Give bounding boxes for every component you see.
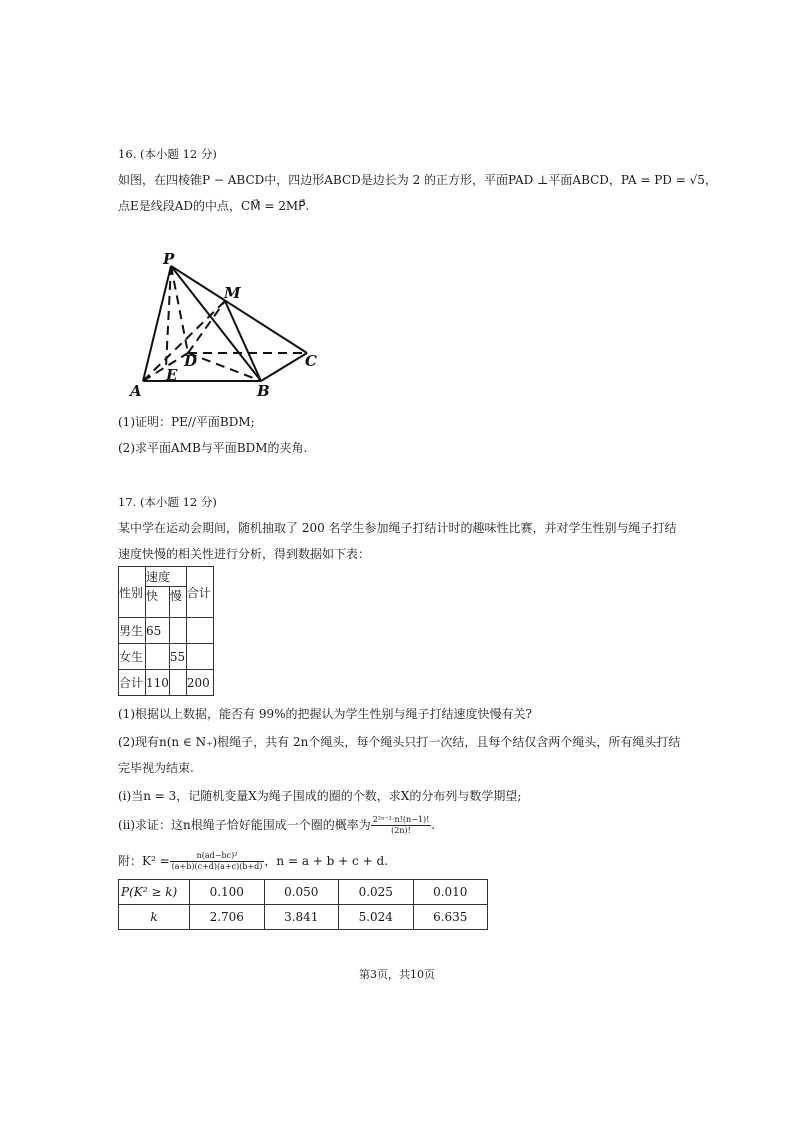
label-P: P bbox=[163, 250, 175, 268]
k-critical-values-table bbox=[118, 879, 488, 930]
cell-total bbox=[186, 644, 213, 670]
q17-appendix bbox=[118, 846, 388, 876]
q17-part1: (1)根据以上数据，能否有 99%的把握认为学生性别与绳子打结速度快慢有关? bbox=[118, 707, 532, 721]
cell-total bbox=[186, 618, 213, 644]
q17-part2-line1: (2)现有n(n ∈ N₊)根绳子，共有 2n个绳头，每个绳头只打一次结，且每个结仅含两个绳头，所有绳头打结 bbox=[118, 735, 681, 749]
pyramid-figure bbox=[118, 246, 338, 406]
q17-header: 17. (本小题 12 分) bbox=[118, 495, 217, 509]
row-label: 女生 bbox=[119, 644, 146, 670]
q16-text-line2: 点E是线段AD的中点，CM⃗ = 2MP⃗. bbox=[118, 199, 310, 213]
ktable-p-value: 0.010 bbox=[413, 880, 488, 905]
header-gender: 性别 bbox=[119, 567, 146, 618]
table-row bbox=[119, 618, 214, 644]
q16-header: 16. (本小题 12 分) bbox=[118, 147, 217, 161]
page-footer: 第3页，共10页 bbox=[359, 968, 435, 981]
table-row bbox=[119, 905, 488, 930]
label-D: D bbox=[184, 352, 198, 370]
q16-text-line1: 如图，在四棱锥P − ABCD中，四边形ABCD是边长为 2 的正方形，平面PAD ⊥平面ABCD，PA = PD = √5， bbox=[118, 173, 717, 187]
q17-sub-i: (i)当n = 3，记随机变量X为绳子围成的圈的个数，求X的分布列与数学期望; bbox=[118, 789, 522, 803]
cell-slow bbox=[169, 670, 186, 696]
label-A: A bbox=[130, 382, 142, 400]
edge-BC bbox=[261, 353, 307, 381]
k2-numerator: n(ad−bc)² bbox=[170, 851, 265, 862]
table-row bbox=[119, 644, 214, 670]
appendix-prefix: 附：K² = bbox=[118, 854, 170, 868]
q16-part1: (1)证明：PE//平面BDM; bbox=[118, 415, 255, 429]
header-slow: 慢 bbox=[169, 587, 186, 618]
q16-part2: (2)求平面AMB与平面BDM的夹角. bbox=[118, 441, 308, 455]
gender-speed-table bbox=[118, 566, 214, 696]
cell-fast: 110 bbox=[146, 670, 170, 696]
row-label: 男生 bbox=[119, 618, 146, 644]
k2-denominator: (a+b)(c+d)(a+c)(b+d) bbox=[171, 862, 263, 871]
k2-fraction bbox=[170, 851, 265, 872]
table-row bbox=[119, 670, 214, 696]
ktable-k-value: 3.841 bbox=[264, 905, 339, 930]
header-speed: 速度 bbox=[146, 567, 187, 587]
cell-fast: 65 bbox=[146, 618, 170, 644]
ktable-row1-label: P(K² ≥ k) bbox=[119, 880, 190, 905]
label-C: C bbox=[305, 352, 317, 370]
probability-fraction bbox=[371, 815, 432, 836]
cell-total: 200 bbox=[186, 670, 213, 696]
q17-part2-line2: 完毕视为结束. bbox=[118, 761, 194, 775]
sub-ii-suffix: . bbox=[431, 818, 436, 832]
ktable-k-value: 6.635 bbox=[413, 905, 488, 930]
appendix-suffix: ，n = a + b + c + d. bbox=[264, 854, 388, 868]
probability-numerator: 2²ⁿ⁻¹·n!(n−1)! bbox=[372, 815, 430, 824]
ktable-p-value: 0.025 bbox=[339, 880, 414, 905]
header-fast: 快 bbox=[146, 587, 170, 618]
q17-sub-ii bbox=[118, 810, 435, 840]
cell-fast bbox=[146, 644, 170, 670]
q17-text-line1: 某中学在运动会期间，随机抽取了 200 名学生参加绳子打结计时的趣味性比赛，并对学生性别与绳子打结 bbox=[118, 521, 677, 535]
row-label: 合计 bbox=[119, 670, 146, 696]
ktable-k-value: 5.024 bbox=[339, 905, 414, 930]
cell-slow bbox=[169, 618, 186, 644]
ktable-row2-label: k bbox=[119, 905, 190, 930]
ktable-p-value: 0.050 bbox=[264, 880, 339, 905]
edge-PC bbox=[171, 266, 307, 353]
ktable-k-value: 2.706 bbox=[190, 905, 265, 930]
sub-ii-prefix: (ii)求证：这n根绳子恰好能围成一个圈的概率为 bbox=[118, 818, 371, 832]
probability-denominator: (2n)! bbox=[391, 826, 411, 835]
q17-text-line2: 速度快慢的相关性进行分析，得到数据如下表： bbox=[118, 547, 371, 561]
label-M: M bbox=[224, 284, 241, 302]
ktable-p-value: 0.100 bbox=[190, 880, 265, 905]
label-E: E bbox=[166, 366, 178, 384]
pyramid-diagram bbox=[118, 246, 338, 406]
cell-slow: 55 bbox=[169, 644, 186, 670]
header-total: 合计 bbox=[186, 567, 213, 618]
label-B: B bbox=[257, 382, 270, 400]
table-row bbox=[119, 880, 488, 905]
edge-PD bbox=[171, 266, 188, 353]
